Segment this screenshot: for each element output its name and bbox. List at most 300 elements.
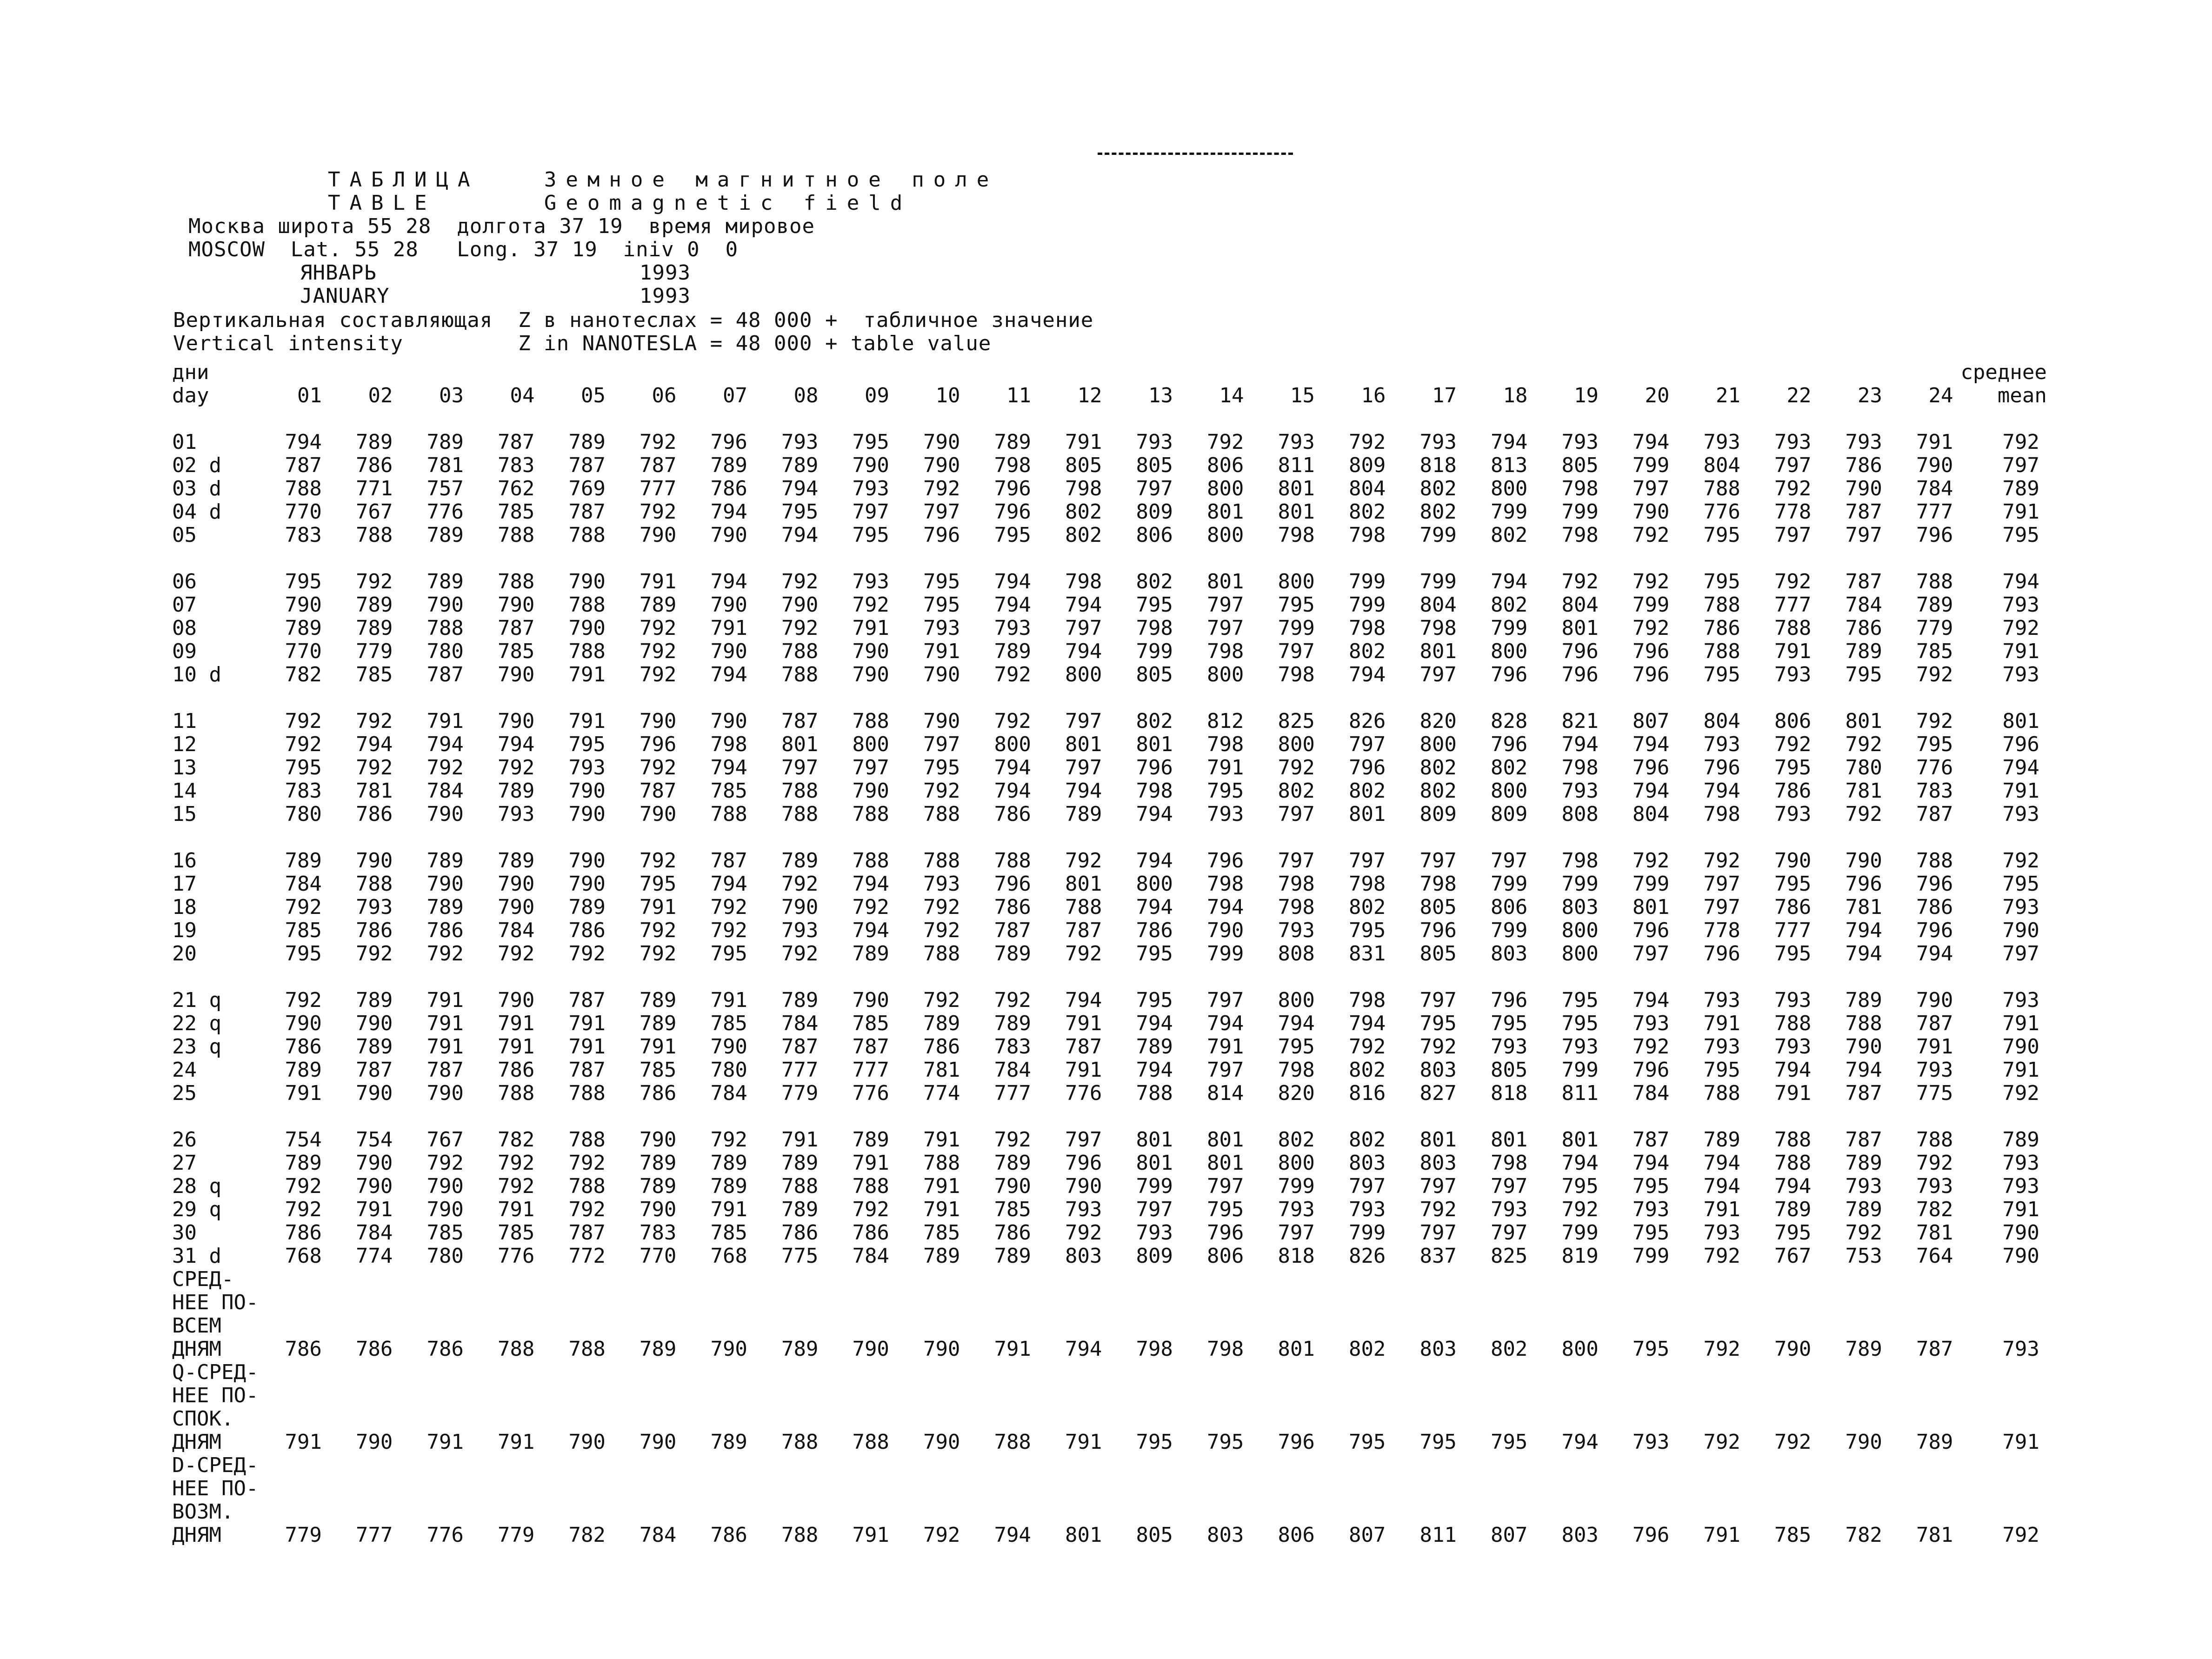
value-cell: 792 — [426, 756, 464, 780]
value-cell: 798 — [1561, 849, 1599, 873]
value-cell: 796 — [1348, 756, 1386, 780]
summary-value-cell: 807 — [1490, 1523, 1528, 1547]
value-cell: 800 — [1206, 477, 1244, 500]
value-cell: 789 — [781, 988, 819, 1012]
day-label: 14 — [172, 779, 197, 803]
summary-value-cell: 788 — [994, 1430, 1031, 1454]
value-cell: 792 — [1845, 802, 1882, 826]
value-cell: 788 — [994, 849, 1031, 873]
value-cell: 794 — [285, 430, 322, 454]
value-cell: 802 — [1278, 779, 1315, 803]
value-cell: 793 — [1561, 1035, 1599, 1059]
summary-value-cell: 790 — [568, 1430, 606, 1454]
value-cell: 790 — [710, 640, 747, 663]
value-cell: 789 — [781, 453, 819, 477]
value-cell: 797 — [1278, 802, 1315, 826]
value-cell: 799 — [1490, 500, 1528, 524]
value-cell: 798 — [1278, 1058, 1315, 1082]
table-row — [172, 849, 2047, 873]
summary-mean-cell: 793 — [2002, 1337, 2039, 1361]
value-cell: 790 — [1845, 849, 1882, 873]
value-cell: 799 — [1490, 616, 1528, 640]
value-cell: 792 — [497, 1151, 535, 1175]
value-cell: 802 — [1348, 895, 1386, 919]
value-cell: 784 — [1916, 477, 1953, 500]
value-cell: 789 — [852, 942, 889, 966]
value-cell: 786 — [1916, 895, 1953, 919]
summary-value-cell: 795 — [1348, 1430, 1386, 1454]
value-cell: 789 — [710, 1151, 747, 1175]
value-cell: 795 — [1278, 593, 1315, 617]
value-cell: 790 — [710, 523, 747, 547]
value-cell: 805 — [1136, 453, 1173, 477]
summary-value-cell: 794 — [1561, 1430, 1599, 1454]
value-cell: 789 — [1845, 1198, 1882, 1221]
value-cell: 787 — [1065, 1035, 1102, 1059]
value-cell: 804 — [1561, 593, 1599, 617]
value-cell: 777 — [852, 1058, 889, 1082]
value-cell: 803 — [1348, 1151, 1386, 1175]
value-cell: 793 — [1632, 1198, 1670, 1221]
value-cell: 796 — [1703, 942, 1740, 966]
value-cell: 791 — [639, 570, 677, 593]
value-cell: 785 — [497, 640, 535, 663]
value-cell: 791 — [639, 1035, 677, 1059]
value-cell: 793 — [1206, 802, 1244, 826]
value-cell: 767 — [426, 1128, 464, 1152]
value-cell: 779 — [781, 1081, 819, 1105]
mean-cell: 793 — [2002, 593, 2039, 617]
value-cell: 792 — [639, 430, 677, 454]
value-cell: 792 — [568, 1198, 606, 1221]
summary-value-cell: 790 — [639, 1430, 677, 1454]
value-cell: 797 — [1065, 756, 1102, 780]
value-cell: 799 — [1561, 500, 1599, 524]
value-cell: 800 — [1490, 640, 1528, 663]
component-line-ru: Вертикальная составляющая Z в нанотеслах = 48 000 + табличное значение — [173, 308, 1094, 332]
value-cell: 788 — [1774, 1012, 1812, 1035]
value-cell: 791 — [852, 616, 889, 640]
value-cell: 793 — [1136, 430, 1173, 454]
value-cell: 796 — [923, 523, 960, 547]
hour-header: 11 — [1006, 384, 1031, 407]
day-label: 13 — [172, 756, 197, 780]
value-cell: 794 — [1065, 988, 1102, 1012]
value-cell: 796 — [994, 872, 1031, 896]
value-cell: 791 — [1206, 1035, 1244, 1059]
value-cell: 789 — [497, 779, 535, 803]
table-row — [172, 663, 2047, 686]
value-cell: 796 — [1065, 1151, 1102, 1175]
table-row — [172, 803, 2047, 826]
value-cell: 793 — [1348, 1198, 1386, 1221]
summary-value-cell: 792 — [1703, 1337, 1740, 1361]
day-label: 27 — [172, 1151, 197, 1175]
summary-value-cell: 789 — [639, 1337, 677, 1361]
summary-value-cell: 802 — [1490, 1337, 1528, 1361]
value-cell: 802 — [1348, 500, 1386, 524]
value-cell: 789 — [355, 988, 393, 1012]
table-row — [172, 454, 2047, 477]
value-cell: 809 — [1136, 500, 1173, 524]
value-cell: 791 — [923, 1128, 960, 1152]
value-cell: 795 — [852, 430, 889, 454]
table-row — [172, 1082, 2047, 1105]
value-cell: 797 — [781, 756, 819, 780]
value-cell: 803 — [1419, 1151, 1457, 1175]
mean-cell: 795 — [2002, 523, 2039, 547]
value-cell: 797 — [1632, 942, 1670, 966]
value-cell: 792 — [426, 942, 464, 966]
value-cell: 790 — [639, 709, 677, 733]
value-cell: 792 — [497, 1174, 535, 1198]
value-cell: 792 — [639, 616, 677, 640]
day-label: 18 — [172, 895, 197, 919]
value-cell: 802 — [1490, 593, 1528, 617]
value-cell: 790 — [852, 779, 889, 803]
value-cell: 837 — [1419, 1244, 1457, 1268]
value-cell: 799 — [1348, 1221, 1386, 1245]
hour-header: 15 — [1290, 384, 1315, 407]
value-cell: 785 — [355, 663, 393, 686]
value-cell: 789 — [710, 453, 747, 477]
value-cell: 795 — [1348, 919, 1386, 942]
value-cell: 797 — [1774, 453, 1812, 477]
summary-value-cell: 788 — [852, 1430, 889, 1454]
value-cell: 789 — [285, 1151, 322, 1175]
value-cell: 793 — [1916, 1174, 1953, 1198]
summary-value-cell: 800 — [1561, 1337, 1599, 1361]
value-cell: 789 — [639, 1151, 677, 1175]
value-cell: 786 — [568, 919, 606, 942]
hour-header: 22 — [1786, 384, 1812, 407]
value-cell: 827 — [1419, 1081, 1457, 1105]
value-cell: 793 — [355, 895, 393, 919]
value-cell: 794 — [1845, 919, 1882, 942]
summary-value-cell: 791 — [285, 1430, 322, 1454]
value-cell: 792 — [639, 500, 677, 524]
value-cell: 797 — [1065, 709, 1102, 733]
value-cell: 778 — [1703, 919, 1740, 942]
value-cell: 800 — [1278, 570, 1315, 593]
value-cell: 788 — [568, 1174, 606, 1198]
value-cell: 787 — [1065, 919, 1102, 942]
summary-value-cell: 807 — [1348, 1523, 1386, 1547]
value-cell: 795 — [1845, 663, 1882, 686]
summary-value-cell: 789 — [710, 1430, 747, 1454]
value-cell: 792 — [994, 988, 1031, 1012]
value-cell: 790 — [568, 779, 606, 803]
value-cell: 790 — [852, 988, 889, 1012]
value-cell: 797 — [1136, 477, 1173, 500]
value-cell: 802 — [1348, 1128, 1386, 1152]
value-cell: 794 — [1632, 988, 1670, 1012]
value-cell: 795 — [1703, 663, 1740, 686]
value-cell: 792 — [1419, 1035, 1457, 1059]
value-cell: 799 — [1419, 570, 1457, 593]
value-cell: 797 — [852, 756, 889, 780]
value-cell: 792 — [852, 1198, 889, 1221]
value-cell: 793 — [1774, 430, 1812, 454]
table-row — [172, 1059, 2047, 1082]
summary-label: ДНЯМ — [172, 1337, 221, 1361]
value-cell: 801 — [1278, 500, 1315, 524]
value-cell: 778 — [1774, 500, 1812, 524]
value-cell: 787 — [568, 1058, 606, 1082]
value-cell: 795 — [1916, 733, 1953, 756]
value-cell: 781 — [426, 453, 464, 477]
value-cell: 787 — [426, 1058, 464, 1082]
value-cell: 791 — [1916, 430, 1953, 454]
value-cell: 805 — [1065, 453, 1102, 477]
hour-header: 20 — [1645, 384, 1670, 407]
value-cell: 801 — [1845, 709, 1882, 733]
value-cell: 793 — [852, 477, 889, 500]
spacer-row — [172, 407, 2047, 431]
value-cell: 803 — [1490, 942, 1528, 966]
value-cell: 794 — [994, 756, 1031, 780]
value-cell: 793 — [923, 872, 960, 896]
value-cell: 792 — [1561, 1198, 1599, 1221]
value-cell: 795 — [852, 523, 889, 547]
summary-value-cell: 795 — [1632, 1337, 1670, 1361]
value-cell: 789 — [781, 1151, 819, 1175]
value-cell: 786 — [426, 919, 464, 942]
value-cell: 780 — [285, 802, 322, 826]
value-cell: 790 — [710, 1035, 747, 1059]
value-cell: 800 — [1065, 663, 1102, 686]
value-cell: 831 — [1348, 942, 1386, 966]
month-ru: ЯНВАРЬ — [300, 261, 377, 285]
mean-cell: 795 — [2002, 872, 2039, 896]
summary-value-cell: 803 — [1206, 1523, 1244, 1547]
value-cell: 797 — [923, 500, 960, 524]
value-cell: 798 — [1561, 523, 1599, 547]
value-cell: 791 — [1774, 1081, 1812, 1105]
value-cell: 790 — [1206, 919, 1244, 942]
summary-value-cell: 789 — [1916, 1430, 1953, 1454]
table-row — [172, 500, 2047, 524]
value-cell: 816 — [1348, 1081, 1386, 1105]
value-cell: 794 — [1136, 1058, 1173, 1082]
value-cell: 792 — [994, 663, 1031, 686]
value-cell: 797 — [1419, 663, 1457, 686]
spacer-row — [172, 826, 2047, 849]
value-cell: 792 — [781, 616, 819, 640]
table-row — [172, 1152, 2047, 1175]
summary-value-cell: 785 — [1774, 1523, 1812, 1547]
value-cell: 789 — [1774, 1198, 1812, 1221]
mean-cell: 790 — [2002, 919, 2039, 942]
summary-value-cell: 801 — [1065, 1523, 1102, 1547]
value-cell: 794 — [1136, 895, 1173, 919]
day-label: 16 — [172, 849, 197, 873]
value-cell: 790 — [639, 802, 677, 826]
value-cell: 796 — [1419, 919, 1457, 942]
value-cell: 799 — [1206, 942, 1244, 966]
value-cell: 806 — [1490, 895, 1528, 919]
value-cell: 789 — [781, 849, 819, 873]
value-cell: 786 — [639, 1081, 677, 1105]
summary-value-cell: 779 — [285, 1523, 322, 1547]
value-cell: 794 — [1703, 1151, 1740, 1175]
value-cell: 791 — [568, 1035, 606, 1059]
value-cell: 783 — [1916, 779, 1953, 803]
value-cell: 792 — [1632, 616, 1670, 640]
value-cell: 798 — [1348, 523, 1386, 547]
value-cell: 789 — [285, 849, 322, 873]
value-cell: 796 — [1206, 849, 1244, 873]
header-row-en — [172, 384, 2047, 407]
value-cell: 780 — [426, 1244, 464, 1268]
value-cell: 809 — [1419, 802, 1457, 826]
value-cell: 792 — [710, 919, 747, 942]
value-cell: 792 — [852, 593, 889, 617]
value-cell: 788 — [1774, 1128, 1812, 1152]
summary-value-cell: 801 — [1278, 1337, 1315, 1361]
value-cell: 793 — [1490, 1198, 1528, 1221]
value-cell: 785 — [994, 1198, 1031, 1221]
value-cell: 794 — [852, 872, 889, 896]
summary-label: ДНЯМ — [172, 1430, 221, 1454]
value-cell: 788 — [568, 523, 606, 547]
value-cell: 796 — [1916, 919, 1953, 942]
value-cell: 800 — [1278, 733, 1315, 756]
value-cell: 794 — [1632, 1151, 1670, 1175]
value-cell: 790 — [852, 663, 889, 686]
month-en: JANUARY — [300, 284, 390, 308]
value-cell: 790 — [355, 1081, 393, 1105]
table-row — [172, 1175, 2047, 1198]
mean-cell: 793 — [2002, 1151, 2039, 1175]
value-cell: 790 — [923, 430, 960, 454]
value-cell: 789 — [639, 593, 677, 617]
summary-label: Q-СРЕД- — [172, 1360, 259, 1384]
value-cell: 802 — [1136, 570, 1173, 593]
location-line-ru: Москва широта 55 28 долгота 37 19 время мировое — [188, 214, 815, 238]
value-cell: 796 — [1136, 756, 1173, 780]
value-cell: 794 — [710, 663, 747, 686]
summary-value-cell: 798 — [1136, 1337, 1173, 1361]
value-cell: 792 — [994, 709, 1031, 733]
mean-cell: 789 — [2002, 477, 2039, 500]
summary-value-cell: 794 — [994, 1523, 1031, 1547]
value-cell: 796 — [1632, 919, 1670, 942]
summary-value-cell: 805 — [1136, 1523, 1173, 1547]
value-cell: 789 — [355, 616, 393, 640]
day-label: 03 d — [172, 477, 221, 500]
value-cell: 793 — [1278, 1198, 1315, 1221]
summary-value-cell: 792 — [1703, 1430, 1740, 1454]
value-cell: 797 — [923, 733, 960, 756]
value-cell: 793 — [1774, 988, 1812, 1012]
summary-value-cell: 791 — [852, 1523, 889, 1547]
value-cell: 795 — [1774, 942, 1812, 966]
value-cell: 754 — [355, 1128, 393, 1152]
value-cell: 790 — [426, 802, 464, 826]
value-cell: 790 — [497, 663, 535, 686]
value-cell: 792 — [923, 919, 960, 942]
hour-header: 06 — [652, 384, 677, 407]
value-cell: 784 — [426, 779, 464, 803]
summary-value-cell: 811 — [1419, 1523, 1457, 1547]
summary-value-cell: 795 — [1206, 1430, 1244, 1454]
value-cell: 792 — [568, 942, 606, 966]
hour-header: 08 — [793, 384, 819, 407]
summary-value-cell: 776 — [426, 1523, 464, 1547]
value-cell: 787 — [1845, 570, 1882, 593]
value-cell: 794 — [426, 733, 464, 756]
value-cell: 784 — [285, 872, 322, 896]
day-label: 20 — [172, 942, 197, 966]
value-cell: 786 — [1774, 895, 1812, 919]
value-cell: 794 — [1136, 1012, 1173, 1035]
value-cell: 797 — [1490, 1221, 1528, 1245]
value-cell: 784 — [1632, 1081, 1670, 1105]
value-cell: 800 — [1136, 872, 1173, 896]
value-cell: 797 — [1206, 1174, 1244, 1198]
summary-value-cell: 786 — [285, 1337, 322, 1361]
value-cell: 796 — [1703, 756, 1740, 780]
title-en: TABLE Geomagnetic field — [328, 191, 912, 215]
value-cell: 795 — [1206, 779, 1244, 803]
value-cell: 784 — [781, 1012, 819, 1035]
value-cell: 801 — [1490, 1128, 1528, 1152]
value-cell: 797 — [1278, 1221, 1315, 1245]
summary-row — [172, 1454, 2047, 1477]
value-cell: 792 — [923, 988, 960, 1012]
value-cell: 787 — [781, 709, 819, 733]
value-cell: 802 — [1419, 500, 1457, 524]
value-cell: 788 — [1065, 895, 1102, 919]
value-cell: 801 — [1065, 733, 1102, 756]
value-cell: 800 — [1561, 919, 1599, 942]
value-cell: 797 — [1774, 523, 1812, 547]
value-cell: 798 — [1065, 570, 1102, 593]
hour-header: 07 — [722, 384, 747, 407]
mean-cell: 792 — [2002, 849, 2039, 873]
value-cell: 802 — [1348, 779, 1386, 803]
value-cell: 787 — [639, 453, 677, 477]
summary-value-cell: 791 — [1703, 1523, 1740, 1547]
value-cell: 794 — [1916, 942, 1953, 966]
value-cell: 791 — [1206, 756, 1244, 780]
value-cell: 788 — [1136, 1081, 1173, 1105]
day-label: 08 — [172, 616, 197, 640]
value-cell: 797 — [1490, 1174, 1528, 1198]
value-cell: 802 — [1348, 1058, 1386, 1082]
value-cell: 795 — [923, 756, 960, 780]
summary-value-cell: 786 — [426, 1337, 464, 1361]
header-row-ru — [172, 361, 2047, 384]
hour-header: 14 — [1219, 384, 1244, 407]
summary-value-cell: 790 — [923, 1430, 960, 1454]
value-cell: 792 — [1774, 733, 1812, 756]
value-cell: 801 — [1136, 1151, 1173, 1175]
value-cell: 787 — [994, 919, 1031, 942]
value-cell: 796 — [1845, 872, 1882, 896]
day-label: 15 — [172, 802, 197, 826]
value-cell: 790 — [1916, 988, 1953, 1012]
value-cell: 795 — [923, 570, 960, 593]
value-cell: 790 — [497, 872, 535, 896]
mean-cell: 791 — [2002, 1012, 2039, 1035]
value-cell: 792 — [639, 663, 677, 686]
value-cell: 795 — [1774, 1221, 1812, 1245]
value-cell: 786 — [994, 802, 1031, 826]
geomagnetic-data-table — [172, 361, 2047, 1547]
value-cell: 795 — [1206, 1198, 1244, 1221]
